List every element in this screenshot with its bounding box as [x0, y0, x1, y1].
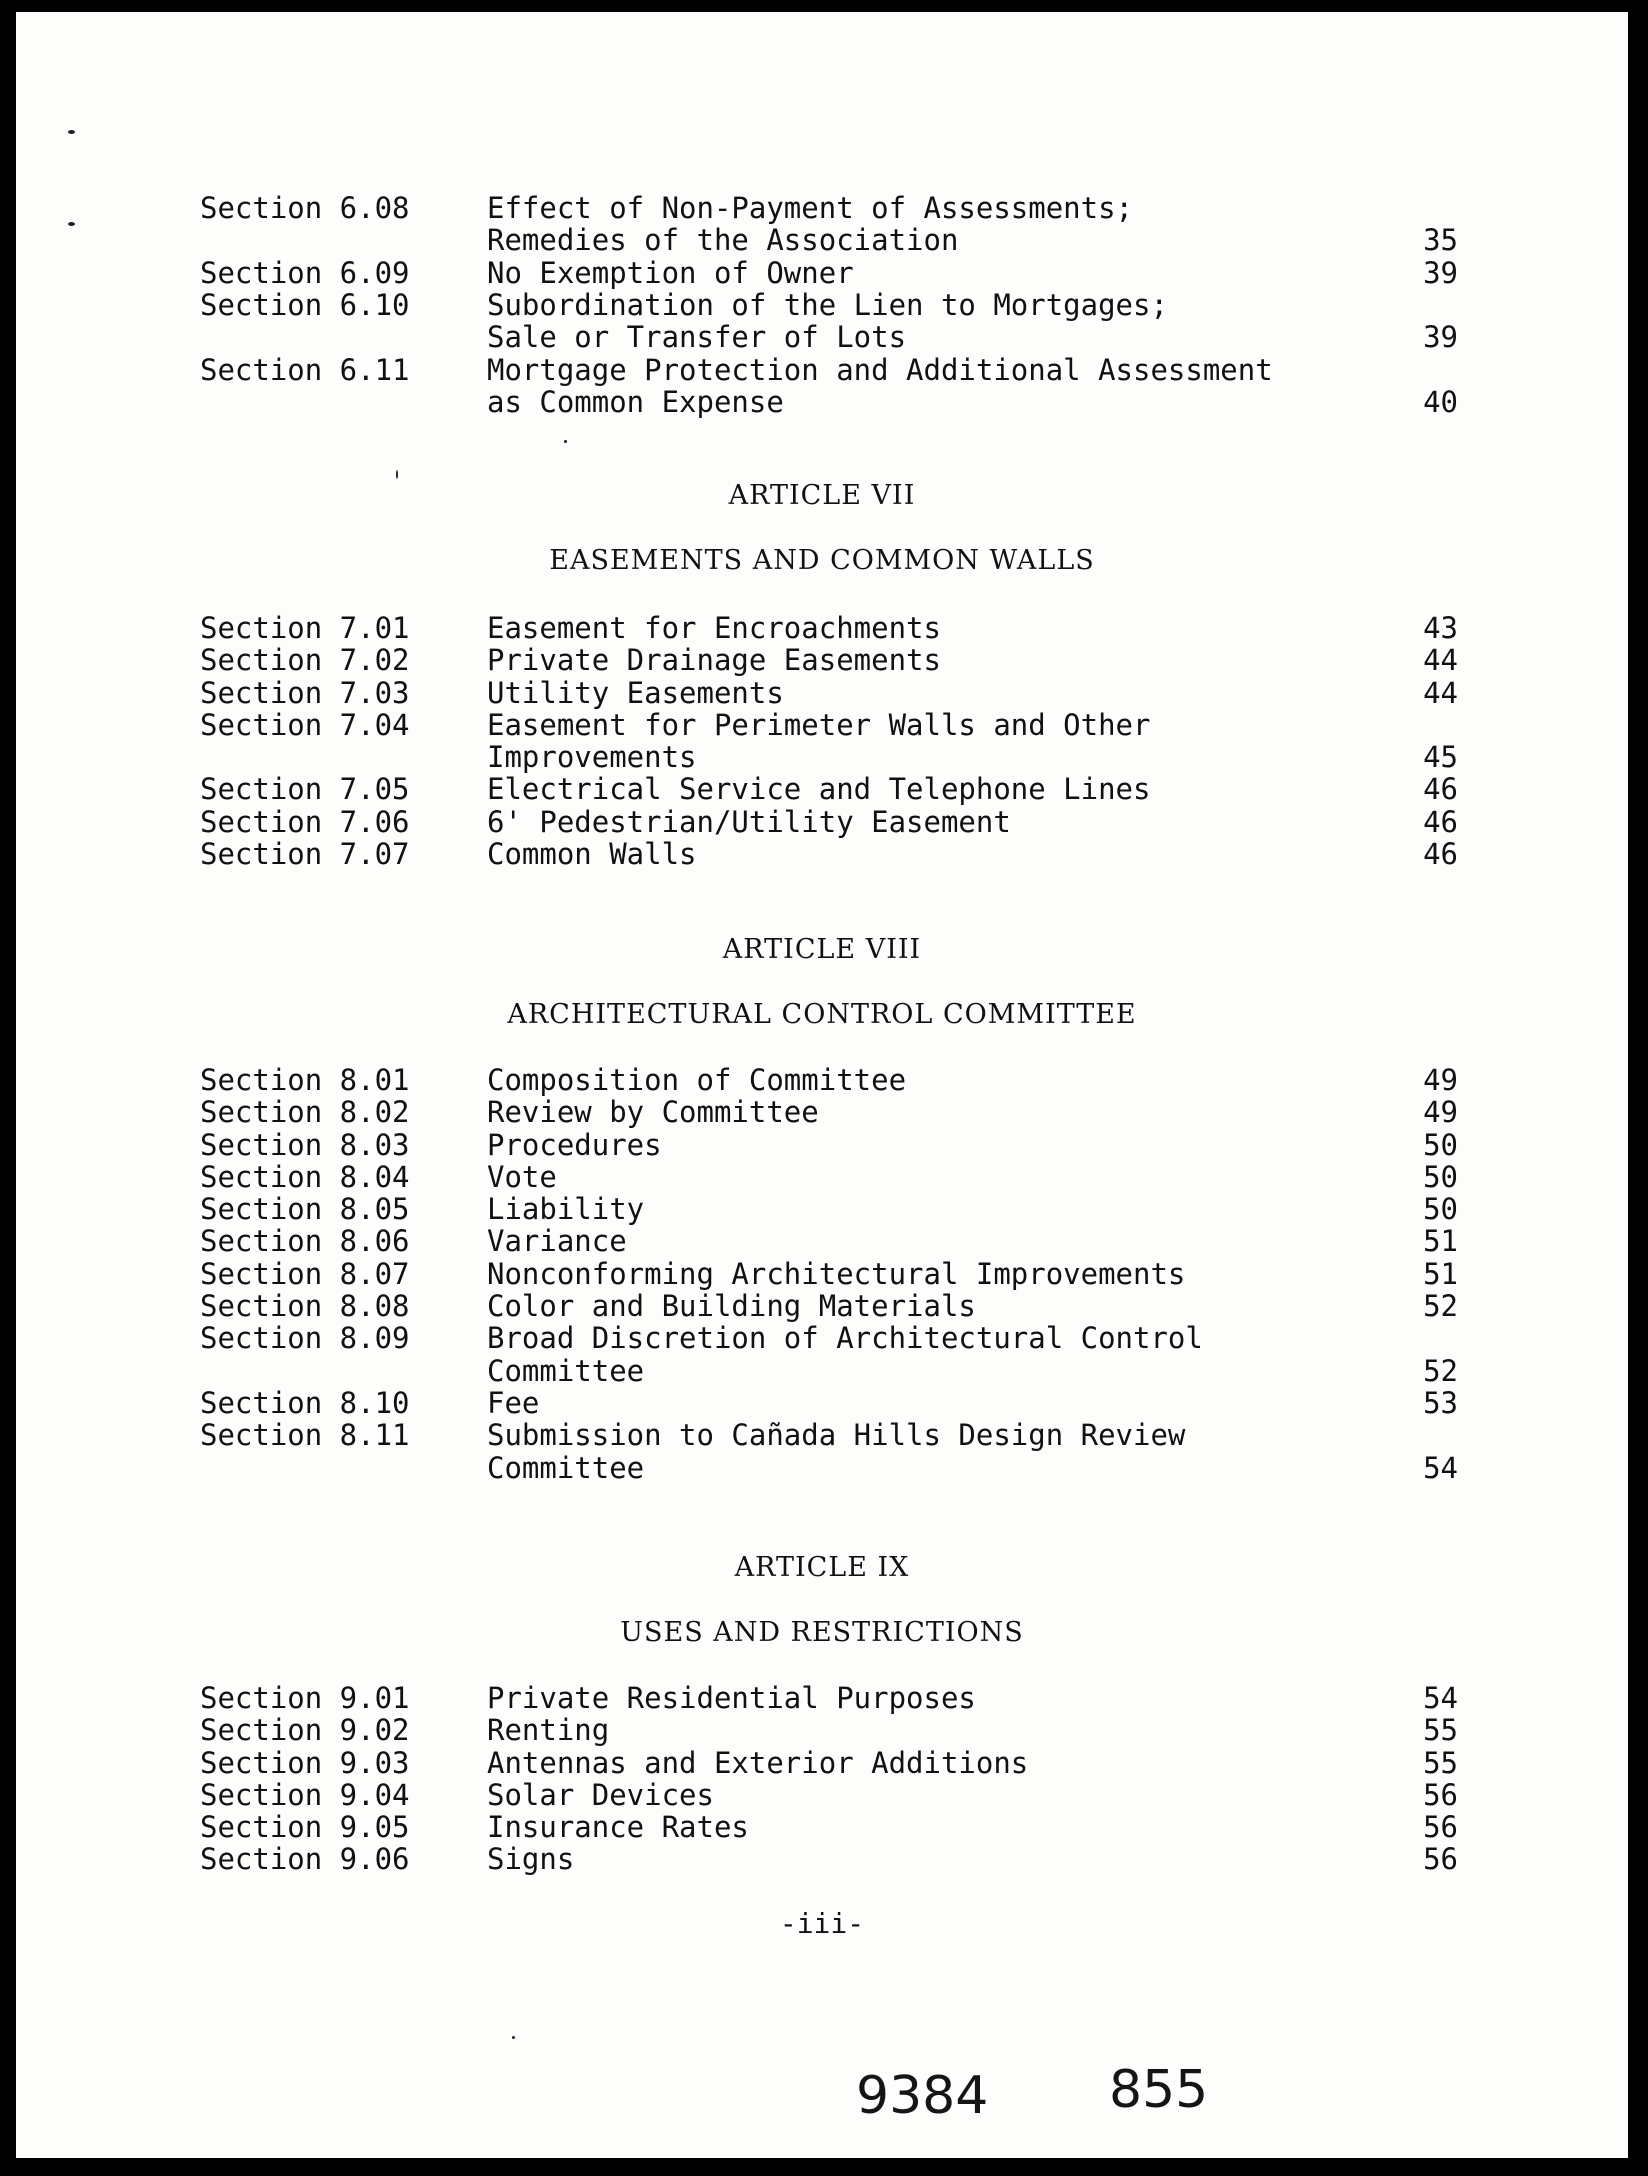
section-title: Liability — [487, 1192, 645, 1226]
toc-entry-line — [16, 1355, 1628, 1387]
toc-entry-line — [16, 1387, 1628, 1419]
page-reference: 46 — [1423, 837, 1458, 871]
section-title: Procedures — [487, 1128, 662, 1162]
section-title: Private Residential Purposes — [487, 1681, 976, 1715]
toc-entry-line — [16, 644, 1628, 676]
toc-entry-line — [16, 1714, 1628, 1746]
toc-entry-line — [16, 1129, 1628, 1161]
toc-entry-line — [16, 321, 1628, 353]
article-heading: ARCHITECTURAL CONTROL COMMITTEE — [507, 999, 1137, 1030]
toc-entry-line — [16, 1747, 1628, 1779]
page-number: -iii- — [779, 1907, 865, 1940]
section-number: Section 8.10 — [200, 1386, 410, 1420]
article-number: ARTICLE VII — [728, 480, 916, 511]
document-page — [16, 12, 1628, 2158]
section-title: Nonconforming Architectural Improvements — [487, 1257, 1186, 1291]
scan-speck — [68, 130, 75, 134]
section-number: Section 8.07 — [200, 1257, 410, 1291]
article-number: ARTICLE VIII — [722, 934, 922, 965]
page-reference: 54 — [1423, 1681, 1458, 1715]
stamp-number-right: 855 — [1109, 2060, 1209, 2120]
toc-entry-line — [16, 1290, 1628, 1322]
section-title: Antennas and Exterior Additions — [487, 1746, 1029, 1780]
page-reference: 39 — [1423, 320, 1458, 354]
section-title: Common Walls — [487, 837, 697, 871]
section-number: Section 9.01 — [200, 1681, 410, 1715]
section-title: No Exemption of Owner — [487, 256, 854, 290]
section-title: Variance — [487, 1224, 627, 1258]
section-title: Remedies of the Association — [487, 223, 959, 257]
article-heading: EASEMENTS AND COMMON WALLS — [549, 545, 1095, 576]
section-title: Easement for Encroachments — [487, 611, 941, 645]
section-number: Section 7.07 — [200, 837, 410, 871]
toc-entry-line — [16, 192, 1628, 224]
stamp-number-left: 9384 — [856, 2066, 989, 2126]
section-title: Color and Building Materials — [487, 1289, 976, 1323]
page-reference: 44 — [1423, 643, 1458, 677]
section-number: Section 6.10 — [200, 288, 410, 322]
section-title: Easement for Perimeter Walls and Other — [487, 708, 1151, 742]
section-number: Section 8.01 — [200, 1063, 410, 1097]
toc-entry-line — [16, 289, 1628, 321]
toc-entry-line — [16, 806, 1628, 838]
section-title: Broad Discretion of Architectural Control — [487, 1321, 1203, 1355]
section-title: Fee — [487, 1386, 540, 1420]
toc-entry-line — [16, 677, 1628, 709]
section-title: Insurance Rates — [487, 1810, 749, 1844]
page-reference: 49 — [1423, 1095, 1458, 1129]
section-title: Solar Devices — [487, 1778, 714, 1812]
section-number: Section 8.09 — [200, 1321, 410, 1355]
section-number: Section 7.04 — [200, 708, 410, 742]
section-title: Utility Easements — [487, 676, 784, 710]
page-reference: 50 — [1423, 1160, 1458, 1194]
toc-entry-line — [16, 1064, 1628, 1096]
section-number: Section 7.02 — [200, 643, 410, 677]
section-title: Review by Committee — [487, 1095, 819, 1129]
article-heading: USES AND RESTRICTIONS — [620, 1617, 1024, 1648]
toc-entry-line — [16, 1419, 1628, 1451]
section-number: Section 6.09 — [200, 256, 410, 290]
page-reference: 49 — [1423, 1063, 1458, 1097]
toc-entry-line — [16, 741, 1628, 773]
section-title: Effect of Non-Payment of Assessments; — [487, 191, 1134, 225]
section-title: Private Drainage Easements — [487, 643, 941, 677]
toc-entry-line — [16, 1452, 1628, 1484]
section-number: Section 8.08 — [200, 1289, 410, 1323]
toc-entry-line — [16, 1096, 1628, 1128]
section-number: Section 8.04 — [200, 1160, 410, 1194]
page-reference: 55 — [1423, 1713, 1458, 1747]
section-number: Section 7.01 — [200, 611, 410, 645]
section-number: Section 8.05 — [200, 1192, 410, 1226]
section-number: Section 6.11 — [200, 353, 410, 387]
section-title: Renting — [487, 1713, 610, 1747]
section-number: Section 9.03 — [200, 1746, 410, 1780]
page-reference: 53 — [1423, 1386, 1458, 1420]
toc-entry-line — [16, 224, 1628, 256]
page-reference: 46 — [1423, 805, 1458, 839]
toc-entry-line — [16, 1779, 1628, 1811]
section-number: Section 7.05 — [200, 772, 410, 806]
section-title: Submission to Cañada Hills Design Review — [487, 1418, 1186, 1452]
page-reference: 43 — [1423, 611, 1458, 645]
page-reference: 51 — [1423, 1257, 1458, 1291]
section-title: Committee — [487, 1451, 645, 1485]
toc-entry-line — [16, 1225, 1628, 1257]
section-number: Section 9.04 — [200, 1778, 410, 1812]
scan-speck — [68, 222, 75, 226]
section-number: Section 9.06 — [200, 1842, 410, 1876]
toc-entry-line — [16, 773, 1628, 805]
section-number: Section 8.03 — [200, 1128, 410, 1162]
page-reference: 44 — [1423, 676, 1458, 710]
toc-entry-line — [16, 1258, 1628, 1290]
scan-speck — [396, 470, 398, 479]
section-number: Section 8.02 — [200, 1095, 410, 1129]
section-title: Signs — [487, 1842, 575, 1876]
toc-entry-line — [16, 1811, 1628, 1843]
page-reference: 56 — [1423, 1778, 1458, 1812]
page-reference: 50 — [1423, 1128, 1458, 1162]
toc-entry-line — [16, 1193, 1628, 1225]
page-reference: 40 — [1423, 385, 1458, 419]
page-reference: 35 — [1423, 223, 1458, 257]
page-reference: 50 — [1423, 1192, 1458, 1226]
section-title: 6' Pedestrian/Utility Easement — [487, 805, 1011, 839]
section-number: Section 9.05 — [200, 1810, 410, 1844]
page-reference: 51 — [1423, 1224, 1458, 1258]
section-number: Section 6.08 — [200, 191, 410, 225]
scan-speck — [564, 440, 567, 443]
section-title: Electrical Service and Telephone Lines — [487, 772, 1151, 806]
toc-entry-line — [16, 709, 1628, 741]
section-title: Committee — [487, 1354, 645, 1388]
toc-entry-line — [16, 1161, 1628, 1193]
page-reference: 55 — [1423, 1746, 1458, 1780]
section-title: Composition of Committee — [487, 1063, 907, 1097]
section-number: Section 8.06 — [200, 1224, 410, 1258]
article-number: ARTICLE IX — [734, 1552, 910, 1583]
page-reference: 46 — [1423, 772, 1458, 806]
section-number: Section 8.11 — [200, 1418, 410, 1452]
table-of-contents — [16, 12, 1628, 2158]
page-reference: 52 — [1423, 1354, 1458, 1388]
section-title: Subordination of the Lien to Mortgages; — [487, 288, 1168, 322]
page-reference: 39 — [1423, 256, 1458, 290]
toc-entry-line — [16, 1843, 1628, 1875]
toc-entry-line — [16, 838, 1628, 870]
section-number: Section 7.06 — [200, 805, 410, 839]
section-title: Mortgage Protection and Additional Assessment — [487, 353, 1273, 387]
page-reference: 52 — [1423, 1289, 1458, 1323]
page-reference: 45 — [1423, 740, 1458, 774]
section-title: Improvements — [487, 740, 697, 774]
page-reference: 56 — [1423, 1842, 1458, 1876]
toc-entry-line — [16, 612, 1628, 644]
scan-speck — [512, 2036, 515, 2039]
page-reference: 56 — [1423, 1810, 1458, 1844]
toc-entry-line — [16, 354, 1628, 386]
section-number: Section 7.03 — [200, 676, 410, 710]
section-title: as Common Expense — [487, 385, 784, 419]
toc-entry-line — [16, 1322, 1628, 1354]
section-title: Vote — [487, 1160, 557, 1194]
toc-entry-line — [16, 257, 1628, 289]
toc-entry-line — [16, 1682, 1628, 1714]
section-title: Sale or Transfer of Lots — [487, 320, 907, 354]
section-number: Section 9.02 — [200, 1713, 410, 1747]
page-reference: 54 — [1423, 1451, 1458, 1485]
toc-entry-line — [16, 386, 1628, 418]
